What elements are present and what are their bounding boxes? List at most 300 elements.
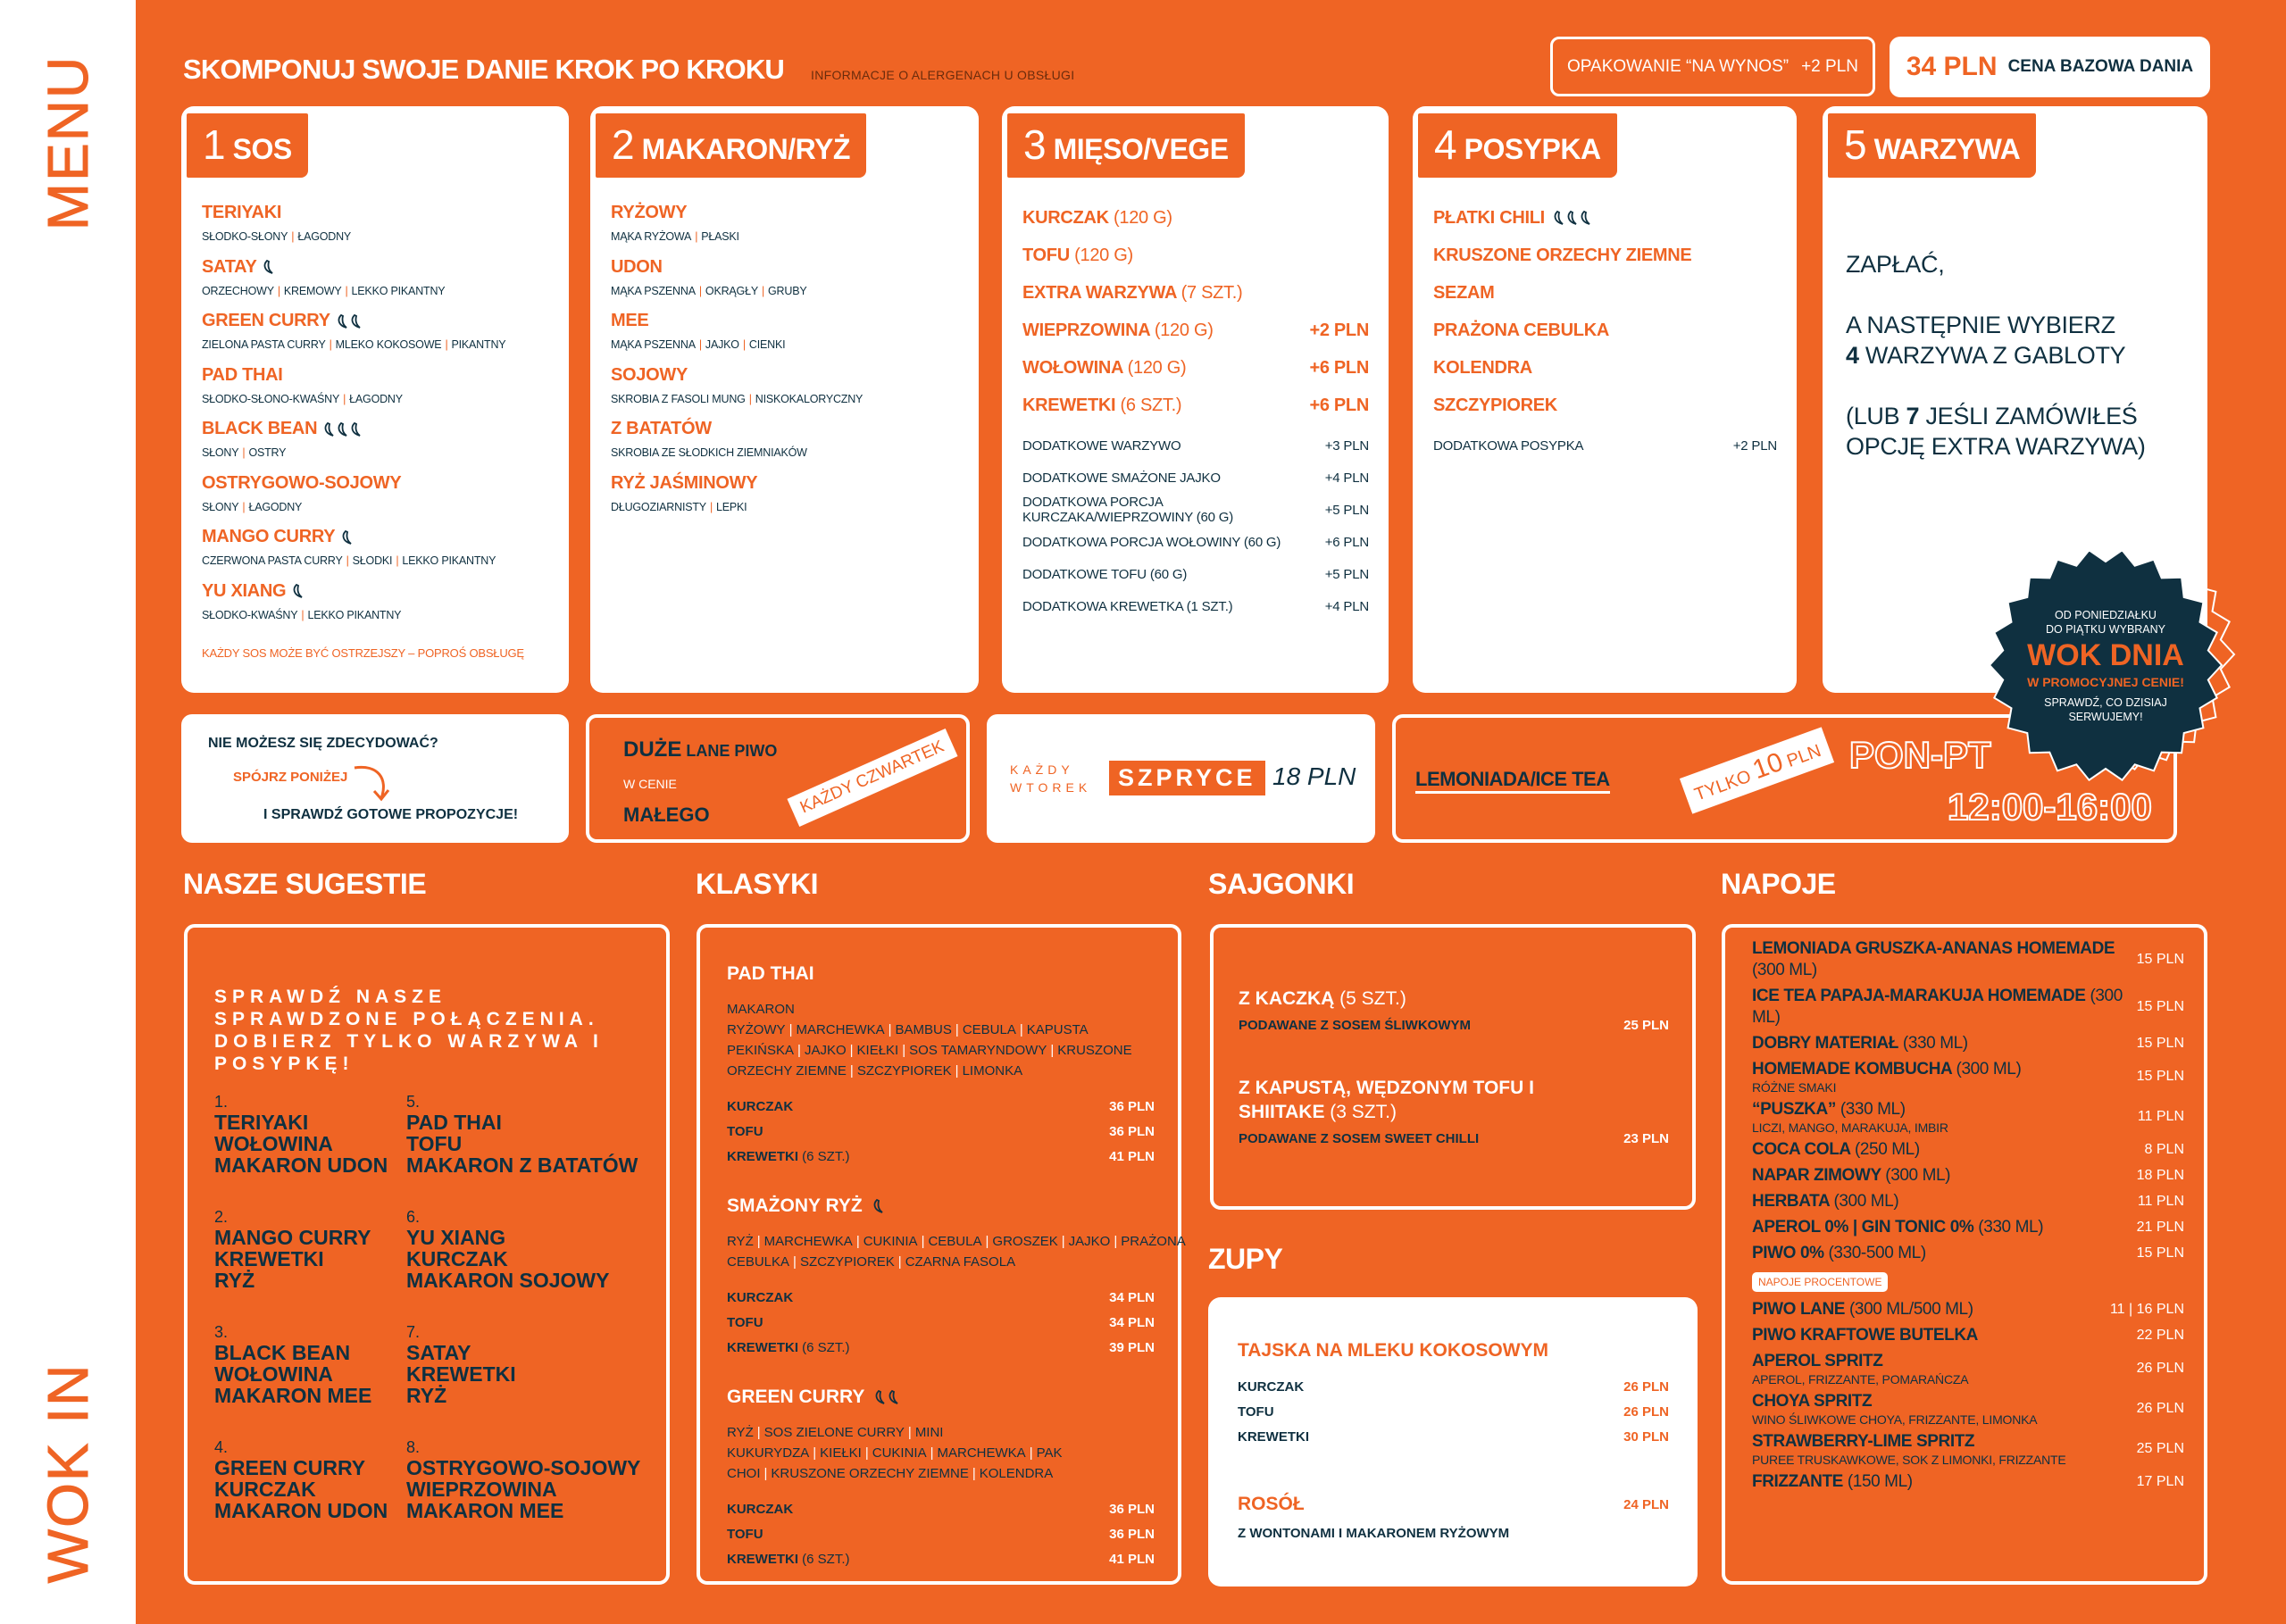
drink-item [1752,1165,2184,1187]
chili-icon [872,1198,884,1214]
suggestion-line: OSTRYGOWO-SOJOWY [406,1456,641,1479]
extra-item [1022,590,1369,622]
list-item [202,311,549,365]
item-price: +6 PLN [1309,357,1369,378]
item-name-wrap [1022,208,1172,229]
drink-price: 11 PLN [2137,1194,2184,1209]
base-price-label: CENA BAZOWA DANIA [2007,57,2194,76]
desc-part: SŁODKO-SŁONO-KWAŚNY [202,392,340,405]
desc-part: OKRĄGŁY [705,284,758,297]
suggestion-line: TERIYAKI [214,1111,309,1134]
list-item [1433,387,1777,424]
item-name: GREEN CURRY [202,311,330,330]
item-name: PAD THAI [202,364,283,385]
side-strip [0,0,136,1624]
separator: | [813,1445,817,1461]
drink-name-wrap [1752,1325,1978,1346]
desc-part: MĄKA PSZENNA [611,284,696,297]
separator: | [972,1466,976,1481]
item-desc [202,446,549,459]
chili-icon [291,583,304,599]
drink-name: APEROL 0% | GIN TONIC 0% [1752,1218,1974,1237]
extra-price: +4 PLN [1324,598,1369,614]
veg-count-line [1846,340,2146,371]
badge-subtitle: W PROMOCYJNEJ CENIE! [2027,675,2184,689]
chili-icons [262,259,274,275]
item-name: TERIYAKI [202,203,282,222]
stamp-pre: TYLKO [1691,766,1754,805]
option-name: TOFU [727,1526,763,1542]
item-desc [611,230,959,243]
item-desc [202,285,549,297]
list-item [1022,387,1369,424]
badge-line-2: DO PIĄTKU WYBRANY [2045,623,2166,636]
suggestion-line: MAKARON MEE [406,1499,564,1522]
desc-part: SZCZYPIOREK [856,1063,952,1079]
drink-qty: (330-500 ML) [1828,1244,1926,1262]
takeaway-price: +2 PLN [1801,56,1858,76]
desc-part: ORZECHOWY [202,284,274,297]
takeaway-label: OPAKOWANIE “NA WYNOS” [1567,56,1790,76]
list-item [1433,349,1777,387]
extra-price: +6 PLN [1324,534,1369,550]
desc-part: KAPUSTA PEKIŃSKA [727,1022,1088,1058]
veg-extra-line [1846,401,2146,431]
desc-part: JAJKO [705,338,739,351]
item-desc [611,393,959,405]
drink-qty: (150 ML) [1847,1472,1913,1491]
item-desc [202,501,549,513]
step-toppings [1413,106,1797,693]
desc-part: CZARNA FASOLA [905,1254,1016,1270]
separator: | [396,554,399,567]
step-noodles [590,106,979,693]
wok-dnia-badge [1981,522,2240,781]
drinks-title: NAPOJE [1721,868,1836,900]
drink-desc: PUREE TRUSKAWKOWE, SOK Z LIMONKI, FRIZZANTE [1752,1453,2066,1467]
desc-part: RYŻ [727,1425,754,1440]
separator: | [907,1425,912,1440]
spring-roll-name-wrap [1239,987,1560,1011]
separator: | [902,1043,906,1058]
suggestion-line: BLACK BEAN [214,1341,351,1364]
dish-name: SMAŻONY RYŻ [727,1195,863,1216]
step-tab [596,113,866,178]
suggestion-item [406,1438,647,1553]
extra-item [1022,526,1369,558]
option-name-wrap [727,1552,850,1567]
step-number: 5 [1844,121,1867,168]
drink-qty: (300 ML) [1752,961,1817,979]
spring-roll-item [1239,1076,1669,1146]
desc-part: KIEŁKI [820,1445,862,1461]
dish-name-row [727,1387,1155,1408]
option-price: 36 PLN [1109,1098,1155,1114]
drink-name: HOMEMADE KOMBUCHA [1752,1060,1952,1079]
extra-name: DODATKOWE WARZYWO [1022,437,1181,454]
item-name: KREWETKI [1022,395,1116,415]
suggestion-item [214,1438,406,1553]
drink-price: 11 PLN [2137,1109,2184,1124]
option-qty: (6 SZT.) [802,1339,850,1355]
desc-part: ŁAGODNY [297,230,352,243]
suggestion-number: 1. [214,1093,229,1111]
dish-option [727,1496,1155,1521]
suggestion-number: 6. [406,1208,421,1226]
suggestion-line: MANGO CURRY [214,1226,371,1249]
drink-desc: LICZI, MANGO, MARAKUJA, IMBIR [1752,1120,1948,1135]
desc-part: SZCZYPIOREK [799,1254,895,1270]
drink-info [1752,1431,2066,1467]
drink-qty: (300 ML) [1956,1060,2022,1079]
step-number: 2 [612,121,635,168]
chili-icons [291,583,304,599]
desc-part: MARCHEWKA [937,1445,1026,1461]
suggestion-line: MAKARON UDON [214,1499,388,1522]
separator: | [797,1043,801,1058]
list-item [1022,312,1369,349]
drink-name-wrap [1752,938,2136,981]
badge-line-4: SERWUJEMY! [2068,711,2143,723]
item-name: UDON [611,256,663,277]
step-title: POSYPKA [1464,133,1601,165]
soup-price: 24 PLN [1623,1496,1669,1512]
drink-item [1752,1351,2184,1387]
item-name-row [202,203,549,223]
soup-option-price: 26 PLN [1623,1403,1669,1420]
beer-small: MAŁEGO [623,804,710,826]
suggestion-item [214,1093,406,1208]
desc-part: ŁAGODNY [248,500,303,513]
drink-qty: (300 ML) [1752,987,2123,1027]
spring-roll-row [1239,1018,1669,1033]
item-name: TOFU [1022,245,1070,265]
desc-part: MAKARON RYŻOWY [727,1002,795,1037]
desc-part: KREMOWY [283,284,342,297]
chili-icons [336,313,362,329]
vegetables-instructions [1846,249,2146,462]
desc-part: LEKKO PIKANTNY [307,608,402,621]
drink-name-wrap [1752,986,2136,1029]
step-tab [1828,113,2036,178]
dish-option [727,1546,1155,1571]
suggestions-intro: SPRAWDŹ NASZE SPRAWDZONE POŁĄCZENIA. DOBIERZ TYLKO WARZYWA I POSYPKĘ! [214,987,604,1074]
dish-desc [727,999,1155,1081]
spritz-price: 18 PLN [1272,762,1356,790]
drink-qty: (300 ML) [1885,1166,1951,1185]
drink-name: ICE TEA PAPAJA-MARAKUJA HOMEMADE [1752,987,2086,1005]
chili-icons [1552,210,1591,226]
option-name-wrap [727,1527,763,1542]
drink-item [1752,986,2184,1029]
chili-icon [1565,210,1578,226]
spritz-name: SZPRYCE [1109,761,1265,795]
separator: | [849,1063,854,1079]
desc-part: MĄKA RYŻOWA [611,230,692,243]
item-name-row [202,311,549,331]
list-item [611,473,959,528]
extra-item [1022,494,1369,526]
drink-info [1752,986,2136,1029]
item-name-row [202,581,549,602]
item-qty: (120 G) [1127,357,1187,378]
separator: | [1050,1043,1055,1058]
extra-item [1433,429,1777,462]
extra-price: +3 PLN [1324,437,1369,454]
list-item [202,581,549,636]
drink-qty: (250 ML) [1854,1140,1920,1159]
soup-option-name: KURCZAK [1238,1378,1305,1395]
separator: | [291,230,295,243]
option-name-wrap [727,1340,850,1355]
extra-item [1022,462,1369,494]
option-price: 36 PLN [1109,1123,1155,1139]
drink-info [1752,1243,1926,1264]
option-name-wrap [727,1099,793,1114]
lemonade-name: LEMONIADA/ICE TEA [1415,768,1610,794]
drink-qty: (300 ML) [1833,1192,1899,1211]
step-number: 3 [1023,121,1047,168]
item-name: KOLENDRA [1433,357,1532,378]
separator: | [698,284,702,297]
step-tab [1007,113,1245,178]
soup-option [1238,1399,1669,1424]
desc-part: CUKINIA [872,1445,927,1461]
option-price: 36 PLN [1109,1501,1155,1517]
desc-part: CZERWONA PASTA CURRY [202,554,343,567]
item-name: SZCZYPIOREK [1433,395,1557,415]
separator: | [985,1234,989,1249]
drink-name: DOBRY MATERIAŁ [1752,1034,1898,1053]
list-item [611,311,959,365]
separator: | [1019,1022,1023,1037]
step-protein [1002,106,1389,693]
step-sauce [181,106,569,693]
extra-item [1022,558,1369,590]
separator: | [955,1022,959,1037]
drink-item [1752,1139,2184,1161]
dish-option [727,1285,1155,1310]
spring-roll-name: Z KACZKĄ [1239,988,1335,1009]
desc-part: KOLENDRA [979,1466,1054,1481]
drink-name-wrap [1752,1139,1920,1161]
drink-item [1752,1191,2184,1212]
drink-price: 15 PLN [2136,1069,2184,1084]
suggestion-line: WOŁOWINA [214,1132,333,1155]
item-name: SATAY [202,256,257,277]
drink-info [1752,1165,1950,1187]
item-name: RYŻ JAŚMINOWY [611,472,758,493]
suggestion-item [214,1323,406,1438]
list-item [1433,274,1777,312]
drink-price: 21 PLN [2136,1220,2184,1235]
drink-desc: APEROL, FRIZZANTE, POMARAŃCZA [1752,1372,1969,1387]
item-name-row [611,473,959,494]
suggestion-line: RYŻ [214,1269,255,1292]
chili-icon [887,1389,899,1405]
extra-name: DODATKOWE TOFU (60 G) [1022,566,1188,582]
desc-part: SŁONY [202,446,239,459]
drink-item [1752,1217,2184,1238]
separator: | [793,1254,797,1270]
drink-name: PIWO KRAFTOWE BUTELKA [1752,1326,1979,1345]
item-name: WIEPRZOWINA [1022,320,1150,340]
choose-text: A NASTĘPNIE WYBIERZ [1846,312,2115,338]
undecided-question: NIE MOŻESZ SIĘ ZDECYDOWAĆ? [208,736,438,751]
list-item [1022,199,1369,237]
chili-icon [336,313,348,329]
soup-option [1238,1424,1669,1449]
dish-option [727,1094,1155,1119]
drink-info [1752,1191,1898,1212]
drink-desc: WINO ŚLIWKOWE CHOYA, FRIZZANTE, LIMONKA [1752,1412,2038,1427]
dish-option [727,1119,1155,1144]
item-name: PRAŻONA CEBULKA [1433,320,1609,340]
list-item [1022,274,1369,312]
desc-part: SOS ZIELONE CURRY [763,1425,905,1440]
item-name-wrap [1022,321,1214,341]
item-name-row [202,365,549,386]
spring-roll-row [1239,1131,1669,1146]
drink-price: 17 PLN [2136,1474,2184,1489]
suggestions-list [214,1093,647,1553]
extras-list [1433,429,1777,462]
desc-part: PRAŻONA CEBULKA [727,1234,1185,1270]
item-name: MANGO CURRY [202,527,336,546]
separator: | [698,338,702,351]
item-name-row [611,257,959,278]
desc-part: MLEKO KOKOSOWE [335,338,442,351]
spring-roll-name-wrap [1239,1076,1560,1124]
step-title: MIĘSO/VEGE [1053,133,1229,165]
badge-line-3: SPRAWDŹ, CO DZISIAJ [2044,696,2167,709]
separator: | [445,338,448,351]
extra-name: DODATKOWA PORCJA WOŁOWINY (60 G) [1022,534,1281,550]
desc-part: SKROBIA ZE SŁODKICH ZIEMNIAKÓW [611,446,807,459]
item-name-row [611,203,959,223]
chili-icon [1579,210,1591,226]
drink-name-wrap [1752,1033,1968,1054]
pay-text: ZAPŁAĆ, [1846,251,1945,278]
option-name: KURCZAK [727,1289,794,1305]
separator: | [301,608,305,621]
suggestion-line: TOFU [406,1132,463,1155]
desc-part: CEBULA [928,1234,982,1249]
extra-price: +4 PLN [1324,470,1369,486]
option-name: KREWETKI [727,1339,798,1355]
extra-name: DODATKOWE SMAŻONE JAJKO [1022,470,1221,486]
separator: | [343,392,346,405]
desc-part: KRUSZONE ORZECHY ZIEMNE [771,1466,969,1481]
separator: | [756,1234,761,1249]
item-desc [611,285,959,297]
separator: | [742,338,746,351]
step-number: 1 [203,121,226,168]
chili-icon [1552,210,1564,226]
option-name: TOFU [727,1123,763,1139]
separator: | [756,1425,761,1440]
list-item [1433,199,1777,237]
soup-desc: Z WONTONAMI I MAKARONEM RYŻOWYM [1238,1526,1510,1541]
soup-name: TAJSKA NA MLEKU KOKOSOWYM [1238,1340,1549,1361]
option-name-wrap [727,1149,850,1164]
dish-name: PAD THAI [727,963,814,984]
step-title: MAKARON/RYŻ [641,133,850,165]
drink-name-wrap [1752,1471,1913,1493]
soup-option-price: 30 PLN [1623,1428,1669,1445]
desc-part: LEPKI [716,500,747,513]
desc-part: PAK CHOI [727,1445,1063,1481]
drink-name: HERBATA [1752,1192,1830,1211]
separator: | [709,500,713,513]
drink-name-wrap [1752,1165,1950,1187]
drink-info [1752,938,2136,981]
classic-dish [727,963,1155,1169]
item-name-wrap [1022,246,1133,266]
separator: | [761,284,765,297]
drink-info [1752,1471,1913,1493]
item-name: RYŻOWY [611,203,688,222]
allergen-info: INFORMACJE O ALERGENACH U OBSŁUGI [811,68,1075,82]
item-desc [611,338,959,351]
chili-icon [873,1389,886,1405]
item-name-row [202,257,549,278]
extras-list [1022,429,1369,622]
option-name-wrap [727,1290,793,1305]
item-name-row [202,419,549,439]
lemonade-price-stamp [1680,727,1834,813]
option-price: 41 PLN [1109,1551,1155,1567]
drink-item [1752,1299,2184,1320]
spring-roll-price: 25 PLN [1623,1018,1669,1033]
separator: | [277,284,280,297]
spring-roll-name: Z KAPUSTĄ, WĘDZONYM TOFU I SHIITAKE [1239,1078,1534,1122]
separator: | [1114,1234,1118,1249]
suggestion-number: 4. [214,1438,229,1456]
drink-name-wrap [1752,1099,1948,1120]
item-price: +2 PLN [1309,320,1369,340]
spring-rolls-box [1210,924,1696,1210]
separator: | [1029,1445,1033,1461]
list-item [1433,312,1777,349]
drink-item [1752,1391,2184,1427]
drink-info [1752,1325,1978,1346]
option-name: KURCZAK [727,1501,794,1517]
chili-icons [340,529,353,545]
classics-title: KLASYKI [696,868,818,900]
extra-price: +2 PLN [1732,437,1777,454]
suggestion-number: 7. [406,1323,421,1341]
dish-desc [727,1231,1185,1272]
item-desc [202,338,549,351]
drink-info [1752,1351,1968,1387]
item-qty: (6 SZT.) [1120,395,1182,415]
drink-info [1752,1059,2021,1095]
soup-option-name: TOFU [1238,1403,1274,1420]
lemonade-hours: 12:00-16:00 [1948,786,2152,828]
beer-big: DUŻE [623,737,682,762]
desc-part: JAJKO [804,1043,847,1058]
separator: | [346,554,349,567]
step-number: 4 [1434,121,1457,168]
item-name: MEE [611,311,649,330]
classics-list [727,963,1185,1598]
drink-name-wrap [1752,1351,1968,1372]
item-name: Z BATATÓW [611,419,712,438]
separator: | [695,230,698,243]
desc-part: KIEŁKI [856,1043,899,1058]
separator: | [921,1234,925,1249]
